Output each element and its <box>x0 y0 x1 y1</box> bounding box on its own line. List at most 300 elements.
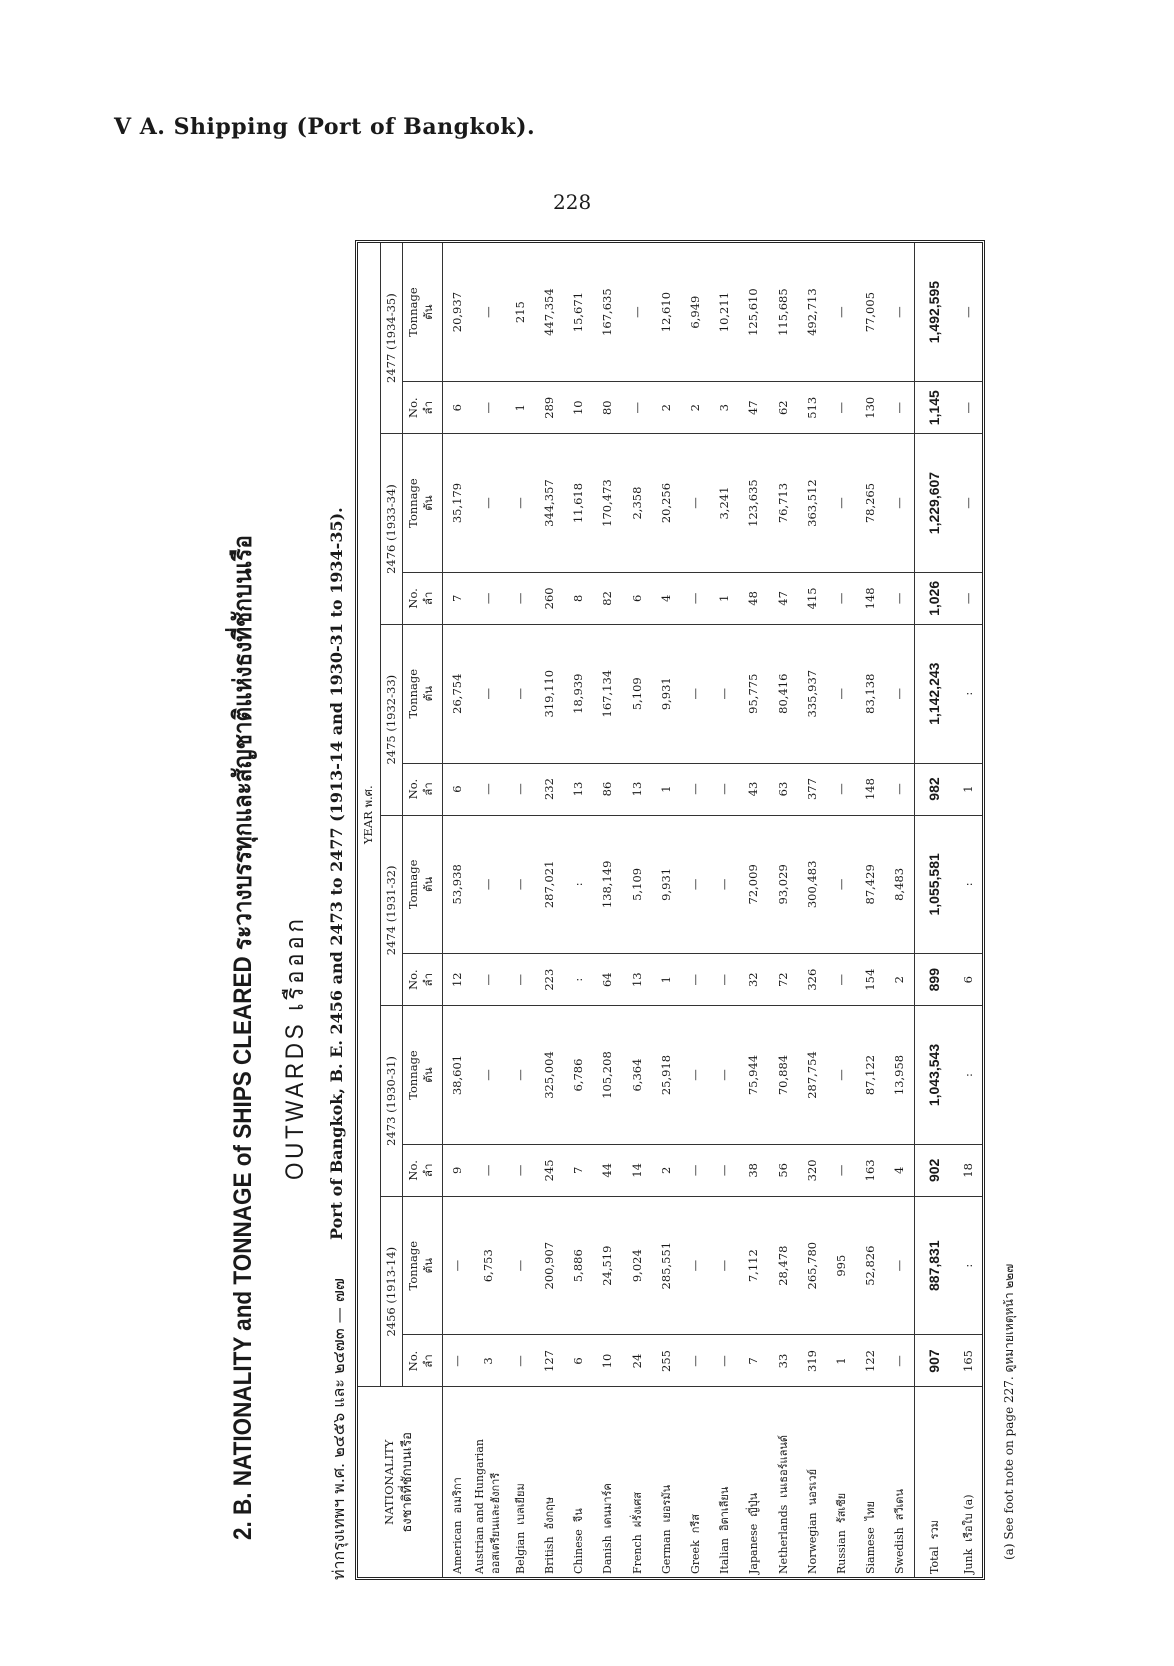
ship-count-cell: — <box>505 763 534 815</box>
ship-count-cell: 2 <box>651 382 680 434</box>
ship-count-cell: 2 <box>680 382 709 434</box>
table-row <box>622 243 651 1577</box>
nationality-header-en: NATIONALITY <box>382 1439 397 1525</box>
tonnage-cell: 87,429 <box>855 815 884 954</box>
tonnage-cell: — <box>885 434 915 573</box>
tonnage-cell: 9,931 <box>651 624 680 763</box>
tonnage-label-thai: ตัน <box>421 304 435 320</box>
ship-count-cell: — <box>710 954 739 1006</box>
ship-count-cell: — <box>505 1335 534 1387</box>
tonnage-cell: 10,211 <box>710 243 739 382</box>
tonnage-cell: — <box>622 243 651 382</box>
ship-count-cell: 232 <box>534 763 563 815</box>
no-label-thai: ลำ <box>421 782 435 796</box>
ship-count-cell: — <box>885 382 915 434</box>
ship-count-cell: 13 <box>564 763 593 815</box>
tonnage-cell: 5,109 <box>622 624 651 763</box>
nationality-cell: Russian รัสเซีย <box>834 1492 848 1574</box>
year-row <box>380 243 402 1577</box>
ship-count-cell: 255 <box>651 1335 680 1387</box>
ship-count-cell: 982 <box>914 763 953 815</box>
tonnage-cell: — <box>826 243 855 382</box>
table-subtitle: OUTWARDS เรือออก <box>281 915 309 1180</box>
tonnage-cell: : <box>564 815 593 954</box>
tonnage-cell: 35,179 <box>442 434 472 573</box>
tonnage-cell: 287,021 <box>534 815 563 954</box>
tonnage-cell: 13,958 <box>885 1006 915 1145</box>
tonnage-cell: — <box>472 624 506 763</box>
tonnage-cell: 95,775 <box>739 624 768 763</box>
tonnage-cell: — <box>472 815 506 954</box>
tonnage-column-header <box>402 1196 442 1335</box>
ship-count-cell: 6 <box>442 763 472 815</box>
ship-count-cell: 1 <box>651 763 680 815</box>
port-caption-thai: ท่ากรุงเทพฯ พ.ศ. ๒๔๕๖ และ ๒๔๗๓ — ๗๗ <box>329 1278 348 1580</box>
tonnage-column-header <box>402 434 442 573</box>
tonnage-cell: 6,949 <box>680 243 709 382</box>
tonnage-label: Tonnage <box>406 668 420 719</box>
ship-count-cell: — <box>826 954 855 1006</box>
tonnage-cell: 20,937 <box>442 243 472 382</box>
ship-count-cell: 245 <box>534 1144 563 1196</box>
year-column-header: 2477 (1934-35) <box>380 243 402 434</box>
ship-count-cell: 902 <box>914 1144 953 1196</box>
tonnage-cell: 170,473 <box>593 434 622 573</box>
no-column-header <box>402 1335 442 1387</box>
nationality-cell: Austrian and Hungarian ออสเตรียนและฮังการี <box>472 1439 502 1574</box>
tonnage-cell: 15,671 <box>564 243 593 382</box>
tonnage-cell: 123,635 <box>739 434 768 573</box>
table-row <box>826 243 855 1577</box>
nationality-cell: British อังกฤษ <box>543 1496 556 1574</box>
ship-count-cell: 72 <box>768 954 797 1006</box>
no-column-header <box>402 382 442 434</box>
no-column-header <box>402 572 442 624</box>
tonnage-cell: 76,713 <box>768 434 797 573</box>
tonnage-cell: 125,610 <box>739 243 768 382</box>
ship-count-cell: 7 <box>442 572 472 624</box>
tonnage-cell: 447,354 <box>534 243 563 382</box>
tonnage-cell: 167,134 <box>593 624 622 763</box>
tonnage-label: Tonnage <box>406 287 420 337</box>
tonnage-cell: — <box>472 434 506 573</box>
tonnage-cell: 11,618 <box>564 434 593 573</box>
tonnage-cell: — <box>826 624 855 763</box>
no-label: No. <box>406 588 420 609</box>
ship-count-cell: — <box>505 1144 534 1196</box>
nationality-cell: Netherlands เนเธอร์แลนด์ <box>776 1434 790 1574</box>
tonnage-cell: 5,109 <box>622 815 651 954</box>
ship-count-cell: 44 <box>593 1144 622 1196</box>
shipping-table <box>358 243 982 1577</box>
year-column-header: 2473 (1930-31) <box>380 1006 402 1197</box>
tonnage-cell: 995 <box>826 1196 855 1335</box>
ship-count-cell: 122 <box>855 1335 884 1387</box>
nationality-cell: French ฝรั่งเศส <box>630 1492 644 1574</box>
tonnage-label-thai: ตัน <box>421 876 435 893</box>
ship-count-cell: 148 <box>855 572 884 624</box>
tonnage-cell: 300,483 <box>797 815 826 954</box>
ship-count-cell: 326 <box>797 954 826 1006</box>
ship-count-cell: 513 <box>797 382 826 434</box>
year-header: YEAR พ.ศ. <box>358 243 380 1387</box>
tonnage-cell: 93,029 <box>768 815 797 954</box>
ship-count-cell: 1 <box>651 954 680 1006</box>
tonnage-cell: 12,610 <box>651 243 680 382</box>
tonnage-cell: — <box>442 1196 472 1335</box>
ship-count-cell: 6 <box>622 572 651 624</box>
ship-count-cell: 2 <box>885 954 915 1006</box>
table-row <box>914 243 953 1577</box>
tonnage-cell: 18,939 <box>564 624 593 763</box>
tonnage-label-thai: ตัน <box>421 495 435 511</box>
no-label: No. <box>406 778 420 800</box>
ship-count-cell: 1 <box>505 382 534 434</box>
ship-count-cell: 319 <box>797 1335 826 1387</box>
tonnage-label: Tonnage <box>406 478 420 528</box>
nationality-cell: Greek กรีส <box>688 1513 702 1574</box>
ship-count-cell: 33 <box>768 1335 797 1387</box>
nationality-header-thai: ธงชาติที่ชักบนเรือ <box>400 1432 416 1533</box>
ship-count-cell: 223 <box>534 954 563 1006</box>
ship-count-cell: — <box>954 382 982 434</box>
ship-count-cell: — <box>680 954 709 1006</box>
ship-count-cell: 127 <box>534 1335 563 1387</box>
table-row <box>564 243 593 1577</box>
tonnage-cell: 6,364 <box>622 1006 651 1145</box>
ship-count-cell: 7 <box>564 1144 593 1196</box>
table-row <box>954 243 982 1577</box>
year-column-header: 2474 (1931-32) <box>380 815 402 1006</box>
nationality-cell: Swedish สวีเดน <box>893 1488 907 1574</box>
tonnage-cell: — <box>826 434 855 573</box>
ship-count-cell: 32 <box>739 954 768 1006</box>
nationality-header <box>358 1387 442 1577</box>
tonnage-cell: — <box>680 1006 709 1145</box>
tonnage-cell: 1,142,243 <box>914 624 953 763</box>
ship-count-cell: 18 <box>954 1144 982 1196</box>
ship-count-cell: 154 <box>855 954 884 1006</box>
nationality-cell: Junk เรือใบ (a) <box>961 1494 975 1574</box>
tonnage-cell: 26,754 <box>442 624 472 763</box>
tonnage-cell: — <box>680 815 709 954</box>
table-row <box>768 243 797 1577</box>
tonnage-cell: — <box>826 815 855 954</box>
tonnage-cell: 20,256 <box>651 434 680 573</box>
tonnage-cell: 285,551 <box>651 1196 680 1335</box>
ship-count-cell: 8 <box>564 572 593 624</box>
table-row <box>797 243 826 1577</box>
no-column-header <box>402 1144 442 1196</box>
ship-count-cell: 6 <box>442 382 472 434</box>
tonnage-cell: 38,601 <box>442 1006 472 1145</box>
no-label: No. <box>406 1160 420 1181</box>
tonnage-cell: 75,944 <box>739 1006 768 1145</box>
ship-count-cell: 14 <box>622 1144 651 1196</box>
tonnage-cell: 3,241 <box>710 434 739 573</box>
table-row <box>651 243 680 1577</box>
ship-count-cell: 148 <box>855 763 884 815</box>
table-frame <box>355 240 985 1580</box>
year-column-header: 2475 (1932-33) <box>380 624 402 815</box>
port-caption-english: Port of Bangkok, B. E. 2456 and 2473 to 2477 (1913-14 and 1930-31 to 1934-35). <box>327 507 346 1240</box>
tonnage-cell: — <box>954 434 982 573</box>
ship-count-cell: — <box>472 572 506 624</box>
tonnage-cell: 8,483 <box>885 815 915 954</box>
tonnage-cell: 28,478 <box>768 1196 797 1335</box>
tonnage-cell: 6,786 <box>564 1006 593 1145</box>
tonnage-cell: — <box>885 624 915 763</box>
ship-count-cell: 64 <box>593 954 622 1006</box>
tonnage-cell: 344,357 <box>534 434 563 573</box>
ship-count-cell: 2 <box>651 1144 680 1196</box>
ship-count-cell: 13 <box>622 763 651 815</box>
tonnage-cell: — <box>505 815 534 954</box>
ship-count-cell: — <box>826 382 855 434</box>
no-label: No. <box>406 969 420 990</box>
ship-count-cell: 260 <box>534 572 563 624</box>
ship-count-cell: 320 <box>797 1144 826 1196</box>
tonnage-cell: : <box>954 624 982 763</box>
ship-count-cell: — <box>472 382 506 434</box>
ship-count-cell: 907 <box>914 1335 953 1387</box>
ship-count-cell: — <box>826 1144 855 1196</box>
ship-count-cell: — <box>505 954 534 1006</box>
ship-count-cell: 48 <box>739 572 768 624</box>
tonnage-cell: 1,043,543 <box>914 1006 953 1145</box>
section-heading: V A. Shipping (Port of Bangkok). <box>114 114 536 140</box>
ship-count-cell: — <box>710 763 739 815</box>
ship-count-cell: 12 <box>442 954 472 1006</box>
tonnage-cell: 265,780 <box>797 1196 826 1335</box>
ship-count-cell: 165 <box>954 1335 982 1387</box>
tonnage-cell: — <box>885 1196 915 1335</box>
tonnage-cell: 9,024 <box>622 1196 651 1335</box>
tonnage-cell: — <box>710 815 739 954</box>
ship-count-cell: 163 <box>855 1144 884 1196</box>
tonnage-cell: 25,918 <box>651 1006 680 1145</box>
ship-count-cell: 415 <box>797 572 826 624</box>
ship-count-cell: 289 <box>534 382 563 434</box>
nationality-cell: Siamese ไทย <box>864 1501 878 1574</box>
page-number: 228 <box>553 190 592 214</box>
ship-count-cell: — <box>885 1335 915 1387</box>
tonnage-cell: 6,753 <box>472 1196 506 1335</box>
ship-count-cell: : <box>564 954 593 1006</box>
tonnage-cell: 215 <box>505 243 534 382</box>
ship-count-cell: — <box>472 1144 506 1196</box>
nationality-cell: Danish เดนมาร์ค <box>601 1483 615 1574</box>
tonnage-column-header <box>402 243 442 382</box>
nationality-cell: American อเมริกา <box>451 1477 465 1574</box>
tonnage-cell: 319,110 <box>534 624 563 763</box>
ship-count-cell: 9 <box>442 1144 472 1196</box>
ship-count-cell: — <box>472 763 506 815</box>
tonnage-column-header <box>402 815 442 954</box>
ship-count-cell: — <box>680 1335 709 1387</box>
ship-count-cell: 10 <box>593 1335 622 1387</box>
tonnage-cell: : <box>954 815 982 954</box>
ship-count-cell: 3 <box>710 382 739 434</box>
tonnage-cell: 87,122 <box>855 1006 884 1145</box>
table-body <box>442 243 982 1577</box>
tonnage-column-header <box>402 1006 442 1145</box>
tonnage-label-thai: ตัน <box>421 686 435 702</box>
no-column-header <box>402 763 442 815</box>
tonnage-cell: 363,512 <box>797 434 826 573</box>
tonnage-label-thai: ตัน <box>421 1258 435 1274</box>
tonnage-cell: — <box>505 434 534 573</box>
tonnage-cell: — <box>710 624 739 763</box>
ship-count-cell: 47 <box>768 572 797 624</box>
ship-count-cell: — <box>885 763 915 815</box>
ship-count-cell: 38 <box>739 1144 768 1196</box>
nationality-cell: Belgian เบลเยียม <box>513 1483 527 1574</box>
ship-count-cell: 4 <box>885 1144 915 1196</box>
tonnage-label: Tonnage <box>406 1050 420 1100</box>
ship-count-cell: — <box>442 1335 472 1387</box>
table-row <box>472 243 506 1577</box>
ship-count-cell: 6 <box>954 954 982 1006</box>
table-row <box>505 243 534 1577</box>
tonnage-cell: 200,907 <box>534 1196 563 1335</box>
rotated-table-page <box>205 240 1016 1580</box>
tonnage-cell: 2,358 <box>622 434 651 573</box>
tonnage-cell: 1,229,607 <box>914 434 953 573</box>
tonnage-cell: — <box>680 1196 709 1335</box>
ship-count-cell: 1 <box>826 1335 855 1387</box>
tonnage-cell: 492,713 <box>797 243 826 382</box>
tonnage-column-header <box>402 624 442 763</box>
table-row <box>739 243 768 1577</box>
nationality-cell: Italian อิตาเลียน <box>718 1486 732 1574</box>
no-label-thai: ลำ <box>421 591 435 606</box>
tonnage-cell: — <box>505 624 534 763</box>
table-row <box>593 243 622 1577</box>
tonnage-cell: — <box>710 1006 739 1145</box>
no-label-thai: ลำ <box>421 1163 435 1178</box>
ship-count-cell: 377 <box>797 763 826 815</box>
tonnage-cell: 167,635 <box>593 243 622 382</box>
tonnage-cell: 138,149 <box>593 815 622 954</box>
tonnage-cell: 115,685 <box>768 243 797 382</box>
nationality-cell: Norwegian นอรเวย์ <box>805 1468 819 1574</box>
tonnage-cell: — <box>954 243 982 382</box>
tonnage-cell: 7,112 <box>739 1196 768 1335</box>
tonnage-cell: 24,519 <box>593 1196 622 1335</box>
tonnage-label: Tonnage <box>406 859 420 910</box>
ship-count-cell: — <box>885 572 915 624</box>
tonnage-cell: 70,884 <box>768 1006 797 1145</box>
tonnage-cell: : <box>954 1196 982 1335</box>
table-row <box>534 243 563 1577</box>
tonnage-cell: — <box>710 1196 739 1335</box>
tonnage-cell: 83,138 <box>855 624 884 763</box>
ship-count-cell: 10 <box>564 382 593 434</box>
ship-count-cell: 82 <box>593 572 622 624</box>
ship-count-cell: 1 <box>954 763 982 815</box>
table-title: 2. B. NATIONALITY and TONNAGE of SHIPS CLEARED ระวางบรรทุกและสัญชาติแห่งธงที่ชักบนเรือ <box>229 535 257 1540</box>
no-column-header <box>402 954 442 1006</box>
tonnage-cell: — <box>472 1006 506 1145</box>
ship-count-cell: 63 <box>768 763 797 815</box>
ship-count-cell: — <box>954 572 982 624</box>
footnote: (a) See foot note on page 227. ดูหมายเหตุหน้า ๒๒๗ <box>1002 1263 1016 1560</box>
ship-count-cell: — <box>710 1335 739 1387</box>
ship-count-cell: 899 <box>914 954 953 1006</box>
tonnage-cell: 80,416 <box>768 624 797 763</box>
ship-count-cell: — <box>622 382 651 434</box>
tonnage-label: Tonnage <box>406 1240 420 1291</box>
tonnage-cell: : <box>954 1006 982 1145</box>
ship-count-cell: 1,026 <box>914 572 953 624</box>
tonnage-cell: 325,004 <box>534 1006 563 1145</box>
ship-count-cell: — <box>680 763 709 815</box>
ship-count-cell: — <box>505 572 534 624</box>
tonnage-cell: 887,831 <box>914 1196 953 1335</box>
nationality-cell: Chinese จีน <box>572 1508 586 1574</box>
tonnage-cell: — <box>680 624 709 763</box>
tonnage-cell: 335,937 <box>797 624 826 763</box>
ship-count-cell: — <box>710 1144 739 1196</box>
tonnage-cell: 1,055,581 <box>914 815 953 954</box>
tonnage-cell: 72,009 <box>739 815 768 954</box>
tonnage-cell: — <box>505 1196 534 1335</box>
year-column-header: 2476 (1933-34) <box>380 434 402 625</box>
nationality-cell: Total รวม <box>914 1387 953 1577</box>
ship-count-cell: 43 <box>739 763 768 815</box>
ship-count-cell: 4 <box>651 572 680 624</box>
ship-count-cell: 7 <box>739 1335 768 1387</box>
tonnage-cell: — <box>472 243 506 382</box>
tonnage-cell: 105,208 <box>593 1006 622 1145</box>
no-label: No. <box>406 397 420 418</box>
tonnage-cell: 53,938 <box>442 815 472 954</box>
year-column-header: 2456 (1913-14) <box>380 1196 402 1387</box>
table-row <box>885 243 915 1577</box>
ship-count-cell: 62 <box>768 382 797 434</box>
unit-row <box>402 243 442 1577</box>
ship-count-cell: 6 <box>564 1335 593 1387</box>
ship-count-cell: 1 <box>710 572 739 624</box>
ship-count-cell: — <box>680 1144 709 1196</box>
table-row <box>855 243 884 1577</box>
ship-count-cell: 47 <box>739 382 768 434</box>
ship-count-cell: 3 <box>472 1335 506 1387</box>
ship-count-cell: — <box>472 954 506 1006</box>
ship-count-cell: 130 <box>855 382 884 434</box>
tonnage-cell: — <box>505 1006 534 1145</box>
no-label-thai: ลำ <box>421 400 435 415</box>
tonnage-cell: 78,265 <box>855 434 884 573</box>
nationality-cell: German เยอรมัน <box>659 1484 673 1574</box>
ship-count-cell: 80 <box>593 382 622 434</box>
nationality-cell: Japanese ญี่ปุ่น <box>747 1492 761 1574</box>
no-label-thai: ลำ <box>421 1354 435 1368</box>
ship-count-cell: 13 <box>622 954 651 1006</box>
tonnage-cell: 1,492,595 <box>914 243 953 382</box>
tonnage-cell: 5,886 <box>564 1196 593 1335</box>
tonnage-cell: 77,005 <box>855 243 884 382</box>
table-row <box>680 243 709 1577</box>
tonnage-cell: 9,931 <box>651 815 680 954</box>
table-row <box>442 243 472 1577</box>
no-label: No. <box>406 1350 420 1372</box>
ship-count-cell: 56 <box>768 1144 797 1196</box>
tonnage-cell: 52,826 <box>855 1196 884 1335</box>
ship-count-cell: — <box>826 572 855 624</box>
tonnage-label-thai: ตัน <box>421 1067 435 1083</box>
